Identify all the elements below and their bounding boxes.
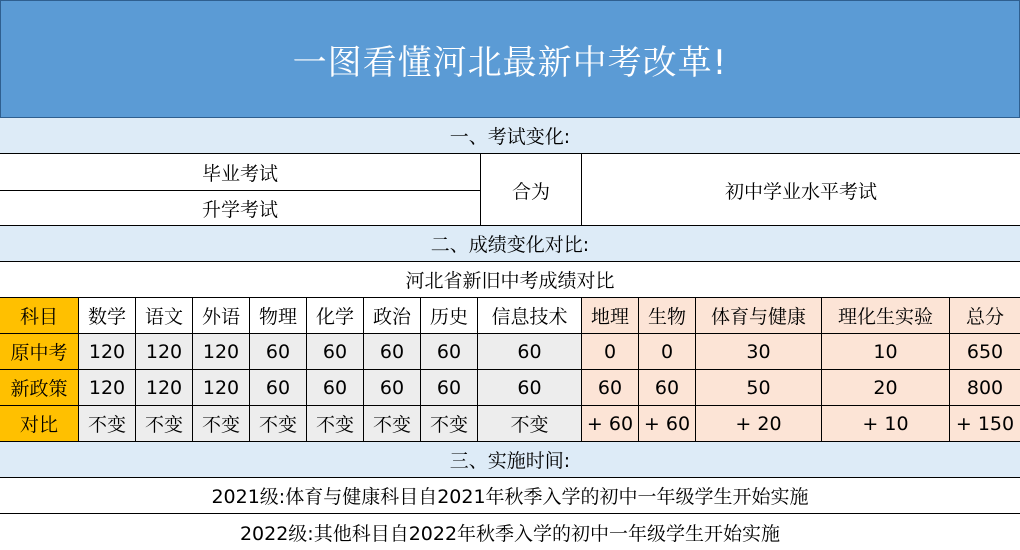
table-cell: 60: [250, 370, 307, 406]
table-cell: 60: [250, 334, 307, 370]
subject-header-cell: 理化生实验: [822, 298, 950, 334]
table-cell: + 20: [696, 406, 822, 442]
subject-header-cell: 历史: [421, 298, 478, 334]
table-cell: 不变: [307, 406, 364, 442]
subject-header-cell: 语文: [136, 298, 193, 334]
table-cell: 10: [822, 334, 950, 370]
table-cell: 120: [193, 370, 250, 406]
table-cell: 60: [478, 370, 582, 406]
table-cell: 60: [307, 334, 364, 370]
table-cell: 120: [136, 370, 193, 406]
subject-header-cell: 生物: [639, 298, 696, 334]
subject-header-cell: 科目: [0, 298, 79, 334]
table-header-row: [0, 298, 1020, 334]
subject-header-cell: 化学: [307, 298, 364, 334]
table-cell: + 10: [822, 406, 950, 442]
divider: [0, 190, 480, 191]
schedule-2022: 2022级:其他科目自2022年秋季入学的初中一年级学生开始实施: [0, 514, 1020, 550]
table-cell: 120: [79, 370, 136, 406]
table-cell: 650: [950, 334, 1020, 370]
section1-heading: 一、考试变化:: [0, 118, 1020, 154]
score-table-title: 河北省新旧中考成绩对比: [0, 262, 1020, 298]
table-cell: 60: [421, 370, 478, 406]
table-cell: 60: [582, 370, 639, 406]
table-cell: 120: [79, 334, 136, 370]
table-cell: 60: [478, 334, 582, 370]
table-cell: 20: [822, 370, 950, 406]
table-cell: 不变: [250, 406, 307, 442]
result-exam-label: 初中学业水平考试: [724, 180, 877, 203]
divider: [480, 154, 481, 226]
table-cell: 60: [639, 370, 696, 406]
section2-heading: 二、成绩变化对比:: [0, 226, 1020, 262]
table-cell: + 60: [582, 406, 639, 442]
table-cell: + 150: [950, 406, 1020, 442]
table-cell: 60: [364, 334, 421, 370]
table-cell: 30: [696, 334, 822, 370]
table-cell: 不变: [136, 406, 193, 442]
table-cell: 60: [421, 334, 478, 370]
table-cell: 50: [696, 370, 822, 406]
score-comparison-table: [0, 298, 1020, 442]
table-cell: 120: [136, 334, 193, 370]
table-cell: 不变: [478, 406, 582, 442]
subject-header-cell: 数学: [79, 298, 136, 334]
table-cell: 60: [307, 370, 364, 406]
table-cell: + 60: [639, 406, 696, 442]
table-row-new: [0, 370, 1020, 406]
graduation-exam-label: 毕业考试: [201, 162, 278, 185]
table-cell: 120: [193, 334, 250, 370]
table-cell: 0: [582, 334, 639, 370]
subject-header-cell: 政治: [364, 298, 421, 334]
table-cell: 60: [364, 370, 421, 406]
table-cell: 不变: [364, 406, 421, 442]
table-row-old: [0, 334, 1020, 370]
page-title: 一图看懂河北最新中考改革!: [0, 0, 1020, 118]
table-row-diff: [0, 406, 1020, 442]
row-label-cell: 原中考: [0, 334, 79, 370]
subject-header-cell: 总分: [950, 298, 1020, 334]
table-cell: 0: [639, 334, 696, 370]
subject-header-cell: 地理: [582, 298, 639, 334]
subject-header-cell: 物理: [250, 298, 307, 334]
exam-change-table: [0, 154, 1020, 226]
schedule-2021: 2021级:体育与健康科目自2021年秋季入学的初中一年级学生开始实施: [0, 478, 1020, 514]
table-cell: 不变: [79, 406, 136, 442]
merge-label: 合为: [511, 180, 550, 203]
table-cell: 不变: [193, 406, 250, 442]
row-label-cell: 对比: [0, 406, 79, 442]
subject-header-cell: 外语: [193, 298, 250, 334]
subject-header-cell: 信息技术: [478, 298, 582, 334]
row-label-cell: 新政策: [0, 370, 79, 406]
section3-heading: 三、实施时间:: [0, 442, 1020, 478]
subject-header-cell: 体育与健康: [696, 298, 822, 334]
table-cell: 800: [950, 370, 1020, 406]
entrance-exam-label: 升学考试: [201, 198, 278, 221]
divider: [581, 154, 582, 226]
table-cell: 不变: [421, 406, 478, 442]
